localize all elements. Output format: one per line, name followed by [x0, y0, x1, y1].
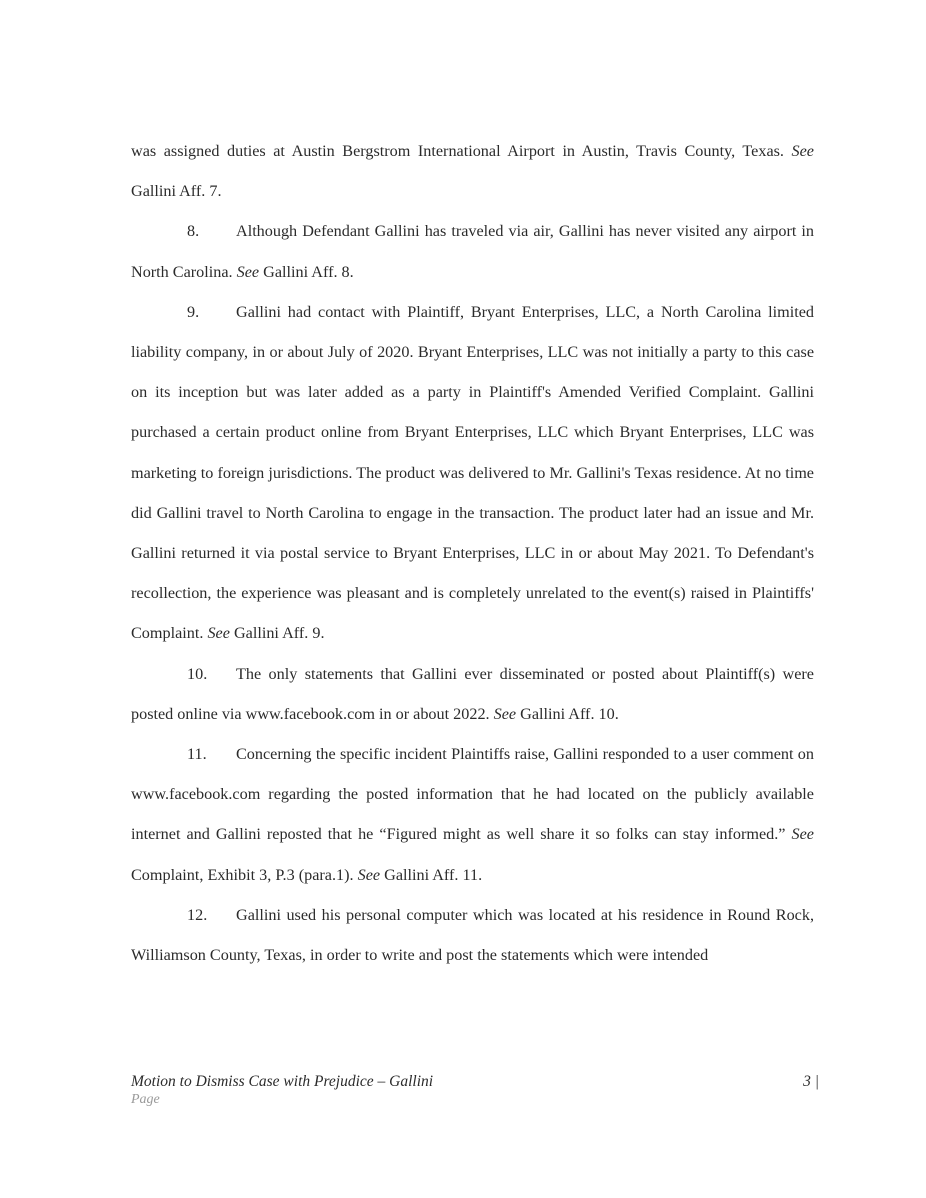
- footer-page-number: 3 |: [803, 1073, 819, 1090]
- paragraph-number: 10.: [187, 664, 208, 683]
- paragraph-number: 8.: [187, 222, 200, 241]
- body-text: [131, 131, 814, 975]
- paragraph-number: 9.: [187, 302, 200, 321]
- footer-title: Motion to Dismiss Case with Prejudice – Gallini: [131, 1073, 434, 1090]
- paragraph-number: 12.: [187, 905, 208, 924]
- paragraph-number: 11.: [187, 745, 207, 764]
- paragraph-12: 12. Gallini used his personal computer which was located at his residence in Round Rock, Williamson County, Texas, in order to write and post the statements which were intended: [131, 895, 814, 975]
- paragraph-11: 11. Concerning the specific incident Plaintiffs raise, Gallini responded to a user comment on www.facebook.com regarding the posted information that he had located on the publicly available internet and Gallini reposted that he “Figured might as well share it so folks can stay informed.” See Complaint, Exhibit 3, P.3 (para.1). See Gallini Aff. 11.: [131, 734, 814, 895]
- footer-page-label: Page: [131, 1092, 160, 1107]
- paragraph-7-continuation: was assigned duties at Austin Bergstrom International Airport in Austin, Travis County, Texas. See Gallini Aff. 7.: [131, 142, 814, 201]
- paragraph-9: 9. Gallini had contact with Plaintiff, Bryant Enterprises, LLC, a North Carolina limited liability company, in or about July of 2020. Bryant Enterprises, LLC was not initially a party to this case on its inception but was later added as a party in Plaintiff's Amended Verified Complaint. Gallini purchased a certain product online from Bryant Enterprises, LLC which Bryant Enterprises, LLC was marketing to foreign jurisdictions. The product was delivered to Mr. Gallini's Texas residence. At no time did Gallini travel to North Carolina to engage in the transaction. The product later had an issue and Mr. Gallini returned it via postal service to Bryant Enterprises, LLC in or about May 2021. To Defendant's recollection, the experience was pleasant and is completely unrelated to the event(s) raised in Plaintiffs' Complaint. See Gallini Aff. 9.: [131, 292, 814, 654]
- paragraph-8: 8. Although Defendant Gallini has traveled via air, Gallini has never visited any airport in North Carolina. See Gallini Aff. 8.: [131, 211, 814, 291]
- paragraph-10: 10. The only statements that Gallini ever disseminated or posted about Plaintiff(s) were posted online via www.facebook.com in or about 2022. See Gallini Aff. 10.: [131, 654, 814, 734]
